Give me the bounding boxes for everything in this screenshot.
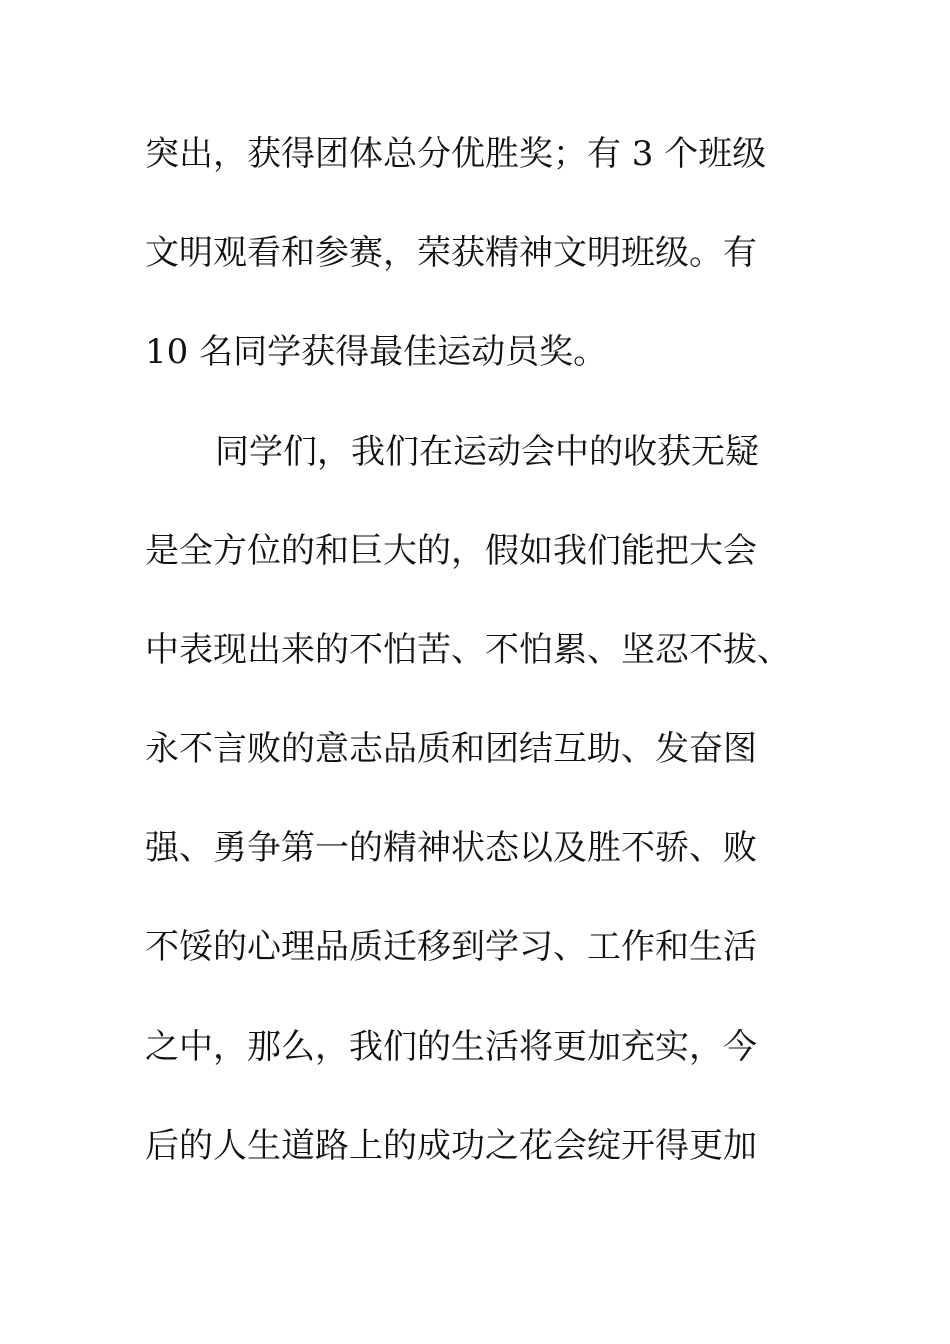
text-line-6: 中表现出来的不怕苦、不怕累、坚忍不拔、 xyxy=(145,630,791,670)
paragraph-start-line: 同学们，我们在运动会中的收获无疑 xyxy=(215,432,759,472)
text-line-8: 强、勇争第一的精神状态以及胜不骄、败 xyxy=(145,828,757,868)
text-line-7: 永不言败的意志品质和团结互助、发奋图 xyxy=(145,729,757,769)
text-line-2: 文明观看和参赛，荣获精神文明班级。有 xyxy=(145,233,757,273)
text-line-3: 10 名同学获得最佳运动员奖。 xyxy=(145,332,608,372)
text-line-1: 突出，获得团体总分优胜奖；有 3 个班级 xyxy=(145,134,767,174)
text-line-9: 不馁的心理品质迁移到学习、工作和生活 xyxy=(145,927,757,967)
text-line-10: 之中，那么，我们的生活将更加充实，今 xyxy=(145,1027,757,1067)
text-line-11: 后的人生道路上的成功之花会绽开得更加 xyxy=(145,1126,757,1166)
text-line-5: 是全方位的和巨大的，假如我们能把大会 xyxy=(145,531,757,571)
